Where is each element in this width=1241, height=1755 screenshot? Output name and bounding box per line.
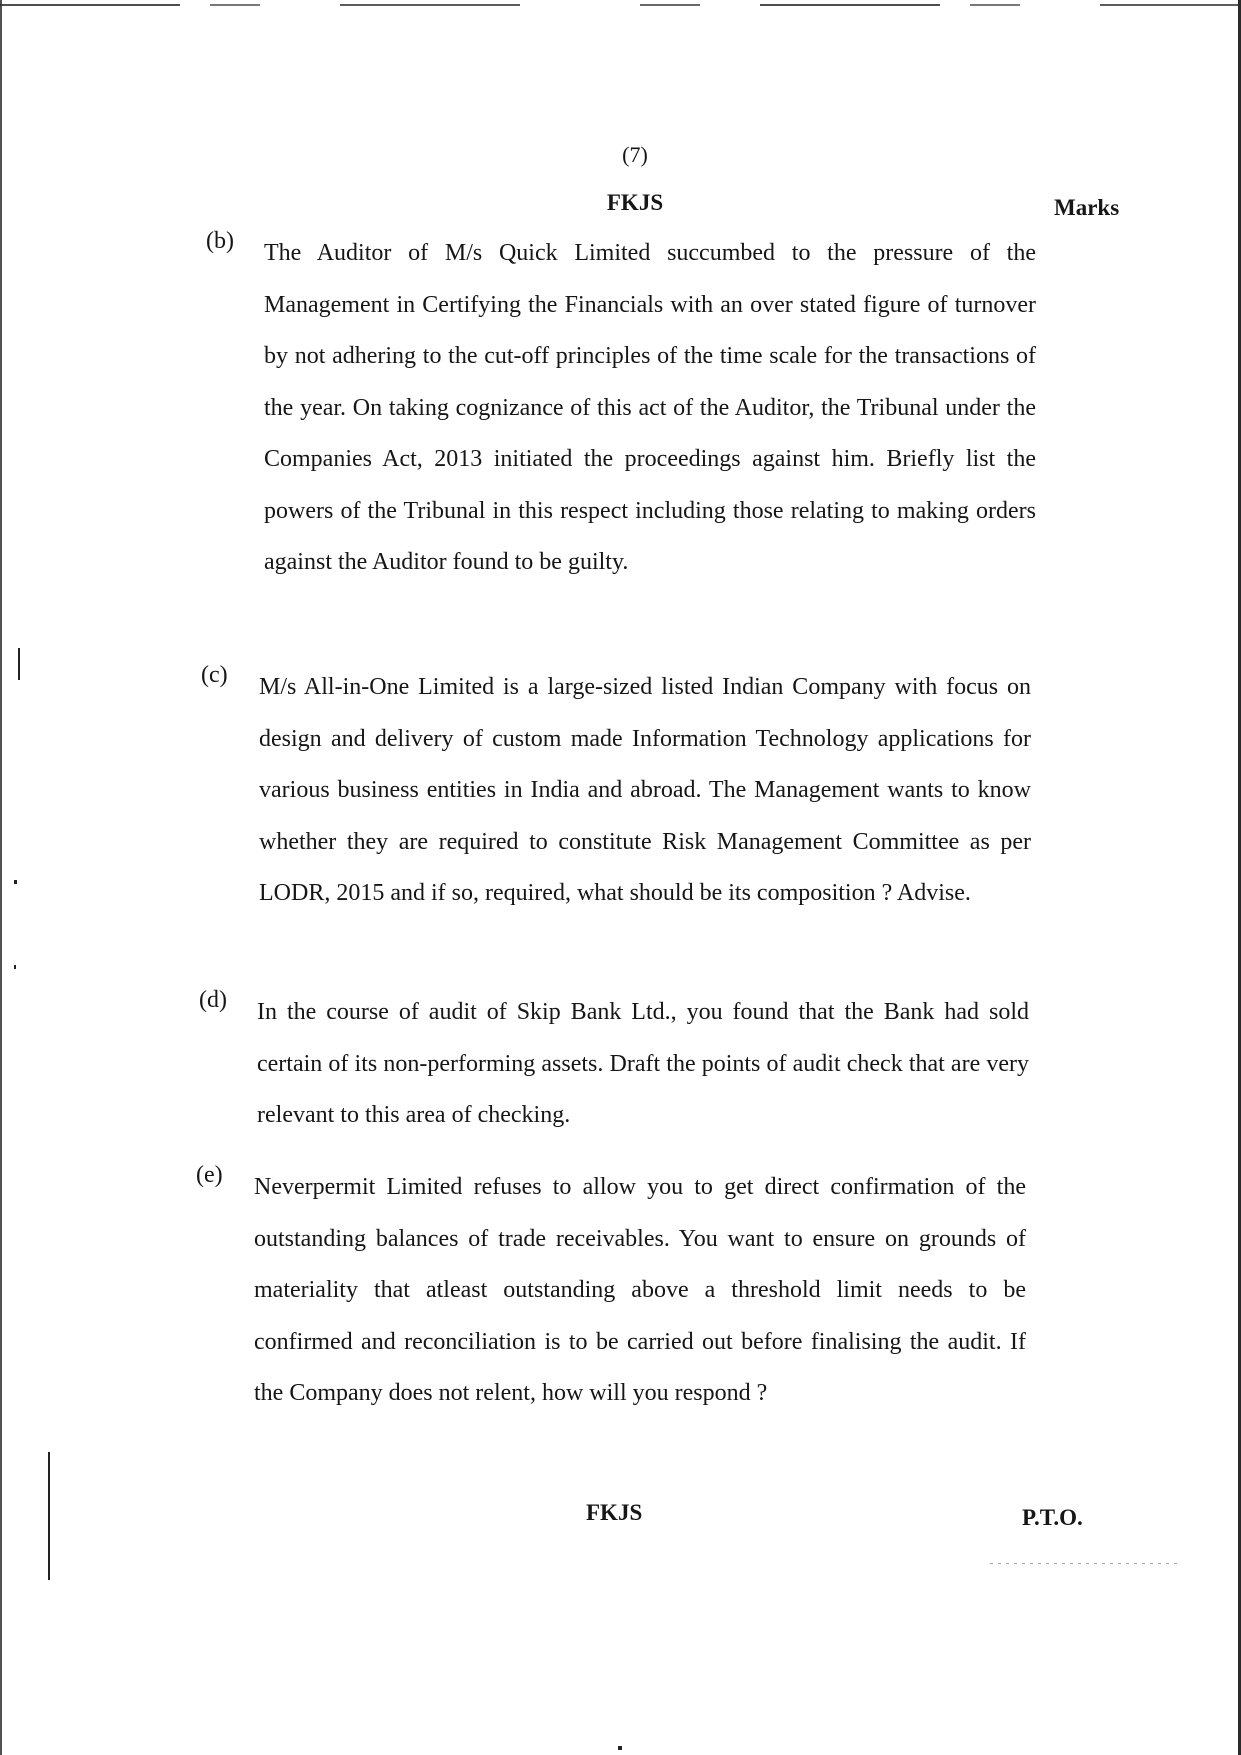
paper-code-header: FKJS	[606, 190, 664, 215]
scan-artifact-mark	[48, 1452, 50, 1580]
question-label: (c)	[201, 662, 228, 688]
page-number: (7)	[622, 142, 648, 167]
scan-artifact-mark	[618, 1746, 622, 1750]
question-text: The Auditor of M/s Quick Limited succumbed to the pressure of the Management in Certifying the Financials with an over stated figure of turnover by not adhering to the cut-off principles of the time scale for the transactions of the year. On taking cognizance of this act of the Auditor, the Tribunal under the Companies Act, 2013 initiated the proceedings against him. Briefly list the powers of the Tribunal in this respect including those relating to making orders against the Auditor found to be guilty.	[264, 240, 1036, 575]
question-text: In the course of audit of Skip Bank Ltd., you found that the Bank had sold certain of its non-performing assets. Draft the points of audit check that are very relevant to this area of checking.	[257, 999, 1029, 1128]
marks-column-label: Marks	[1054, 195, 1120, 220]
scan-artifact-dots	[990, 1563, 1180, 1564]
question-text: Neverpermit Limited refuses to allow you to get direct confirmation of the outstanding balances of trade receivables. You want to ensure on grounds of materiality that atleast outstanding above a threshold limit needs to be confirmed and reconciliation is to be carried out before finalising the audit. If the Company does not relent, how will you respond ?	[254, 1174, 1026, 1406]
please-turn-over: P.T.O.	[1022, 1505, 1083, 1530]
scan-artifact-mark	[14, 965, 16, 969]
scan-artifact-mark	[14, 880, 17, 884]
scan-artifact-mark	[18, 648, 20, 680]
question-label: (d)	[199, 987, 227, 1013]
question-label: (b)	[206, 228, 234, 254]
paper-code-footer: FKJS	[586, 1500, 643, 1525]
question-text: M/s All-in-One Limited is a large-sized listed Indian Company with focus on design and delivery of custom made Information Technology applications for various business entities in India and abroad. The Management wants to know whether they are required to constitute Risk Management Committee as per LODR, 2015 and if so, required, what should be its composition ? Advise.	[259, 674, 1031, 906]
question-label: (e)	[196, 1162, 223, 1188]
scan-artifact-left-edge	[0, 0, 2, 1755]
scan-artifact-top	[0, 4, 1241, 6]
